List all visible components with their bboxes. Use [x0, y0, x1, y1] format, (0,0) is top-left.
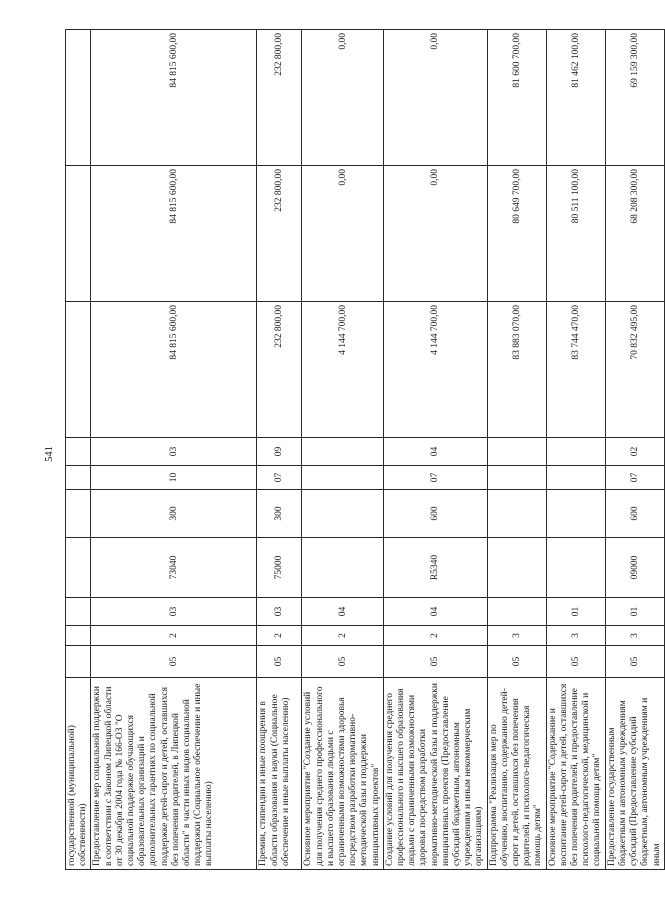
subsection-code	[546, 438, 605, 466]
subsection-code: 03	[91, 438, 257, 466]
table-row	[546, 30, 605, 870]
amount-year-2: 0,00	[383, 166, 487, 302]
page-number: 541	[44, 446, 55, 462]
subsection-code	[487, 438, 546, 466]
row-description: Предоставление государственным бюджетным и автономным учреждениям субсидий (Предоставление субсидий бюджетным, автономным учреждениям и иным	[605, 678, 664, 870]
event-code	[487, 598, 546, 626]
program-code: 05	[302, 646, 383, 678]
subprogram-code: 3	[546, 626, 605, 646]
program-code: 05	[257, 646, 302, 678]
subsection-code: 04	[383, 438, 487, 466]
subsection-code	[66, 438, 91, 466]
amount-year-3: 0,00	[302, 30, 383, 166]
subprogram-code: 3	[487, 626, 546, 646]
program-code: 05	[487, 646, 546, 678]
amount-year-1: 4 144 700,00	[302, 302, 383, 438]
amount-year-3: 232 800,00	[257, 30, 302, 166]
row-description: Основное мероприятие "Создание условий для получения среднего профессионального и высшего образования людьми с ограниченными возможностями здоровья посредством разработки нормативно-методической базы и поддержки инициативных проектов"	[302, 678, 383, 870]
direction-code	[487, 538, 546, 598]
subprogram-code	[66, 626, 91, 646]
table-row	[91, 30, 257, 870]
program-code: 05	[546, 646, 605, 678]
section-code	[66, 466, 91, 490]
row-description: Предоставление мер социальной поддержки в соответствии с Законом Липецкой области от 30 декабря 2004 года № 166-ОЗ "О социальной поддержке обучающихся образовательных организаций и дополнительных гарантиях по социальной поддержке детей-сирот и детей, оставшихся без попечения родителей, в Липецкой области" в части иных видов социальной поддержки (Социальное обеспечение и иные выплаты населению)	[91, 678, 257, 870]
subprogram-code: 2	[383, 626, 487, 646]
event-code: 03	[91, 598, 257, 626]
amount-year-2: 80 511 100,00	[546, 166, 605, 302]
event-code: 01	[605, 598, 664, 626]
expense-type-code	[66, 490, 91, 538]
amount-year-2: 0,00	[302, 166, 383, 302]
expense-type-code	[487, 490, 546, 538]
event-code: 04	[383, 598, 487, 626]
section-code: 07	[605, 466, 664, 490]
row-description: Основное мероприятие "Содержание и воспитание детей-сирот и детей, оставшихся без попечения родителей, и предоставление психолого-педагогической, медицинской и социальной помощи детям"	[546, 678, 605, 870]
table-row	[66, 30, 91, 870]
amount-year-2: 84 815 600,00	[91, 166, 257, 302]
budget-table-wrapper	[65, 30, 662, 870]
direction-code: 75000	[257, 538, 302, 598]
program-code: 05	[605, 646, 664, 678]
amount-year-3: 84 815 600,00	[91, 30, 257, 166]
table-row	[605, 30, 664, 870]
direction-code	[546, 538, 605, 598]
amount-year-3: 0,00	[383, 30, 487, 166]
amount-year-3: 81 462 100,00	[546, 30, 605, 166]
amount-year-2: 232 800,00	[257, 166, 302, 302]
row-description: государственной (муниципальной) собственности)	[66, 678, 91, 870]
row-description: Премии, стипендии и иные поощрения в области образования и науки (Социальное обеспечение и иные выплаты населению)	[257, 678, 302, 870]
event-code: 03	[257, 598, 302, 626]
expense-type-code	[302, 490, 383, 538]
section-code: 07	[383, 466, 487, 490]
subprogram-code: 2	[257, 626, 302, 646]
amount-year-2	[66, 166, 91, 302]
table-row	[302, 30, 383, 870]
row-description: Подпрограмма "Реализация мер по обучению, воспитанию, содержанию детей-сирот и детей, оставшихся без попечения родителей, и психолого-педагогическая помощь детям"	[487, 678, 546, 870]
event-code: 01	[546, 598, 605, 626]
section-code	[487, 466, 546, 490]
expense-type-code: 300	[257, 490, 302, 538]
table-row	[487, 30, 546, 870]
direction-code: R5340	[383, 538, 487, 598]
row-description: Создание условий для получения среднего профессионального и высшего образования людьми с ограниченными возможностями здоровья посредством разработки нормативно-методической базы и поддержки инициативных проектов (Предоставление субсидий бюджетным, автономным учреждениям и иным некоммерческим организациям)	[383, 678, 487, 870]
program-code: 05	[91, 646, 257, 678]
event-code	[66, 598, 91, 626]
program-code	[66, 646, 91, 678]
direction-code	[302, 538, 383, 598]
direction-code	[66, 538, 91, 598]
amount-year-1: 84 815 600,00	[91, 302, 257, 438]
amount-year-2: 68 208 300,00	[605, 166, 664, 302]
subsection-code	[302, 438, 383, 466]
section-code: 07	[257, 466, 302, 490]
expense-type-code	[546, 490, 605, 538]
program-code: 05	[383, 646, 487, 678]
expense-type-code: 600	[383, 490, 487, 538]
expense-type-code: 600	[605, 490, 664, 538]
amount-year-3	[66, 30, 91, 166]
amount-year-1	[66, 302, 91, 438]
amount-year-3: 81 600 700,00	[487, 30, 546, 166]
subprogram-code: 3	[605, 626, 664, 646]
subsection-code: 09	[257, 438, 302, 466]
table-row	[383, 30, 487, 870]
subprogram-code: 2	[302, 626, 383, 646]
amount-year-1: 4 144 700,00	[383, 302, 487, 438]
section-code	[302, 466, 383, 490]
amount-year-1: 70 832 495,00	[605, 302, 664, 438]
direction-code: 09000	[605, 538, 664, 598]
amount-year-3: 69 159 300,00	[605, 30, 664, 166]
amount-year-2: 80 649 700,00	[487, 166, 546, 302]
subsection-code: 02	[605, 438, 664, 466]
amount-year-1: 232 800,00	[257, 302, 302, 438]
direction-code: 73040	[91, 538, 257, 598]
section-code: 10	[91, 466, 257, 490]
budget-table	[65, 29, 665, 870]
amount-year-1: 83 883 070,00	[487, 302, 546, 438]
expense-type-code: 300	[91, 490, 257, 538]
amount-year-1: 83 744 470,00	[546, 302, 605, 438]
subprogram-code: 2	[91, 626, 257, 646]
table-body	[66, 30, 665, 870]
table-row	[257, 30, 302, 870]
event-code: 04	[302, 598, 383, 626]
section-code	[546, 466, 605, 490]
